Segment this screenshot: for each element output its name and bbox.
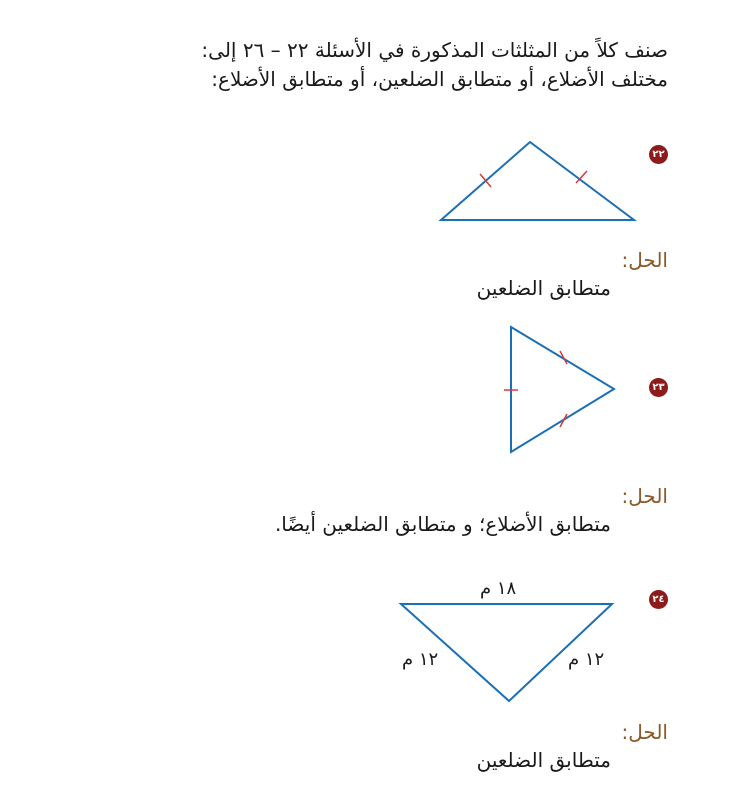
problem-number-badge: ٢٤ xyxy=(649,590,668,609)
answer-text: متطابق الضلعين xyxy=(476,748,611,772)
solution-label: الحل: xyxy=(621,720,668,744)
side-length-right: ١٢ م xyxy=(568,649,605,670)
answer-text: متطابق الأضلاع؛ و متطابق الضلعين أيضًا. xyxy=(274,512,611,536)
answer-text: متطابق الضلعين xyxy=(476,276,611,300)
side-length-top: ١٨ م xyxy=(480,578,517,599)
problem-number-badge: ٢٣ xyxy=(649,378,668,397)
side-length-left: ١٢ م xyxy=(402,649,439,670)
instructions-line-2: مختلف الأضلاع، أو متطابق الضلعين، أو متطابق الأضلاع: xyxy=(211,67,668,91)
solution-label: الحل: xyxy=(621,248,668,272)
triangle-23 xyxy=(504,327,614,452)
triangle-22-outline xyxy=(441,142,634,220)
triangle-22 xyxy=(441,142,634,220)
solution-label: الحل: xyxy=(621,484,668,508)
instructions-line-1: صنف كلاً من المثلثات المذكورة في الأسئلة ٢٢ – ٢٦ إلى: xyxy=(201,38,668,62)
problem-number-badge: ٢٢ xyxy=(649,145,668,164)
triangle-23-outline xyxy=(511,327,614,452)
